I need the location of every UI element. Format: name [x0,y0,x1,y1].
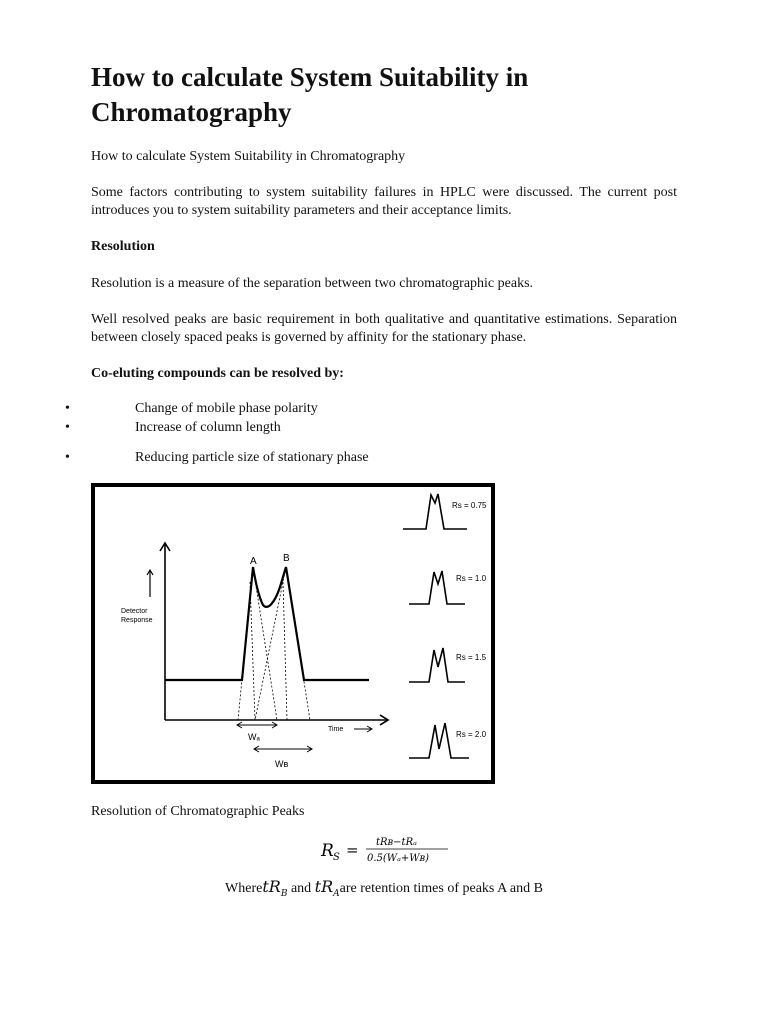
formula-denominator: 0.5(Wₐ+Wʙ) [367,853,430,864]
list-heading: Co-eluting compounds can be resolved by: [91,366,344,381]
rs-20-peak [409,723,469,758]
resolution-definition: Resolution is a measure of the separation between two chromatographic peaks. [91,276,534,291]
rs-20-label: Rs = 2.0 [456,730,487,739]
figure-caption: Resolution of Chromatographic Peaks [91,804,305,819]
resolution-formula [0,833,768,867]
formula-equals: = [346,841,359,859]
rs-10-label: Rs = 1.0 [456,574,487,583]
where-suffix: are retention times of peaks A and B [339,881,543,896]
rs-075-label: Rs = 0.75 [452,501,487,510]
article-subtitle: How to calculate System Suitability in Chromatography [91,149,406,164]
trb-subscript: B [280,888,288,899]
peak-a-label: A [250,556,257,567]
page-title: How to calculate System Suitability in Chromatography [91,62,529,127]
wb-label: Wʙ [275,759,289,769]
time-arrow-icon [354,726,372,732]
bullet-icon: • [65,401,70,416]
resolution-examples [403,494,469,758]
trb-symbol: tR [262,877,281,896]
tra-symbol: tR [314,877,334,896]
response-label: Response [121,617,153,624]
where-and: and [287,881,315,896]
where-prefix: Where [225,881,263,896]
peak-b-label: B [283,553,290,564]
chromatogram-trace [165,567,369,680]
formula-lhs-sub: S [333,852,340,863]
section-heading-resolution: Resolution [91,239,155,254]
intro-paragraph: Some factors contributing to system suitability failures in HPLC were discussed. The current post introduces you to system suitability parameters and their acceptance limits. [91,185,677,218]
chromatogram-diagram [95,487,491,780]
bullet-icon: • [65,420,70,435]
formula-numerator: tRʙ−tRₐ [376,837,417,848]
detector-label: Detector [121,608,148,615]
formula-explanation [0,877,768,899]
rs-075-peak [403,494,467,529]
axes [147,543,388,725]
resolution-paragraph: Well resolved peaks are basic requirement in both qualitative and quantitative estimations. Separation between closely spaced peaks is governed by affinity for the stationary phase. [91,312,677,345]
tra-subscript: A [333,888,340,899]
wa-label: Wₐ [248,732,260,742]
chromatogram-figure [91,483,495,784]
time-label: Time [328,726,344,733]
formula-lhs: R [321,841,334,861]
formula-graphic [0,833,768,867]
rs-15-label: Rs = 1.5 [456,653,487,662]
bullet-icon: • [65,450,70,465]
